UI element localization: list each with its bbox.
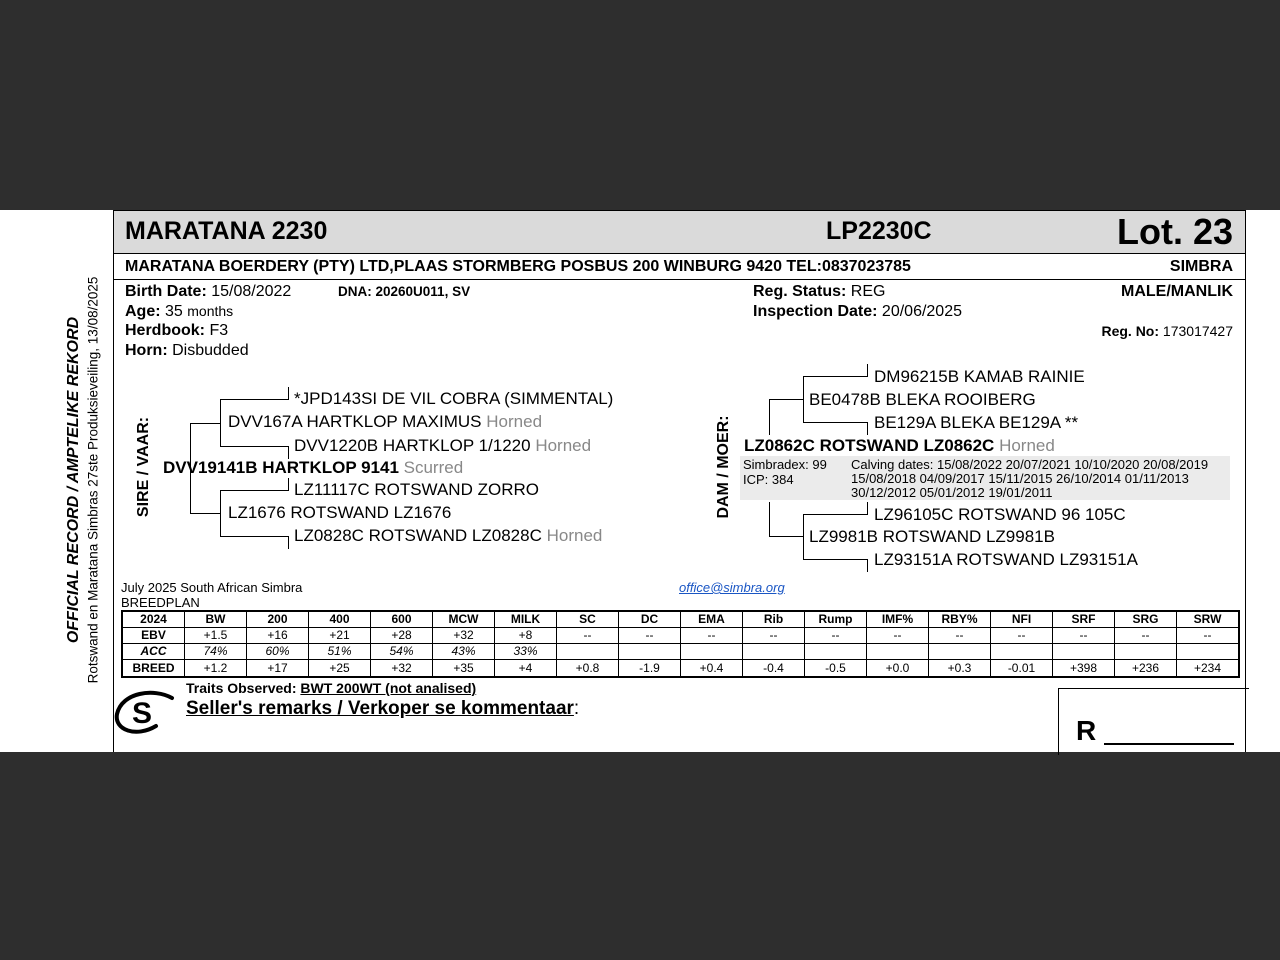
dam-dam-dam: LZ93151A ROTSWAND LZ93151A bbox=[874, 550, 1138, 569]
table-cell: SRW bbox=[1177, 611, 1240, 628]
dam-side-label: DAM / MOER: bbox=[715, 415, 732, 519]
dam-sire-bracket bbox=[803, 376, 804, 423]
remarks-label: Seller's remarks / Verkoper se kommentaar bbox=[186, 698, 574, 719]
animal-id: LP2230C bbox=[826, 217, 932, 245]
table-cell: +32 bbox=[371, 660, 433, 678]
inspection-value: 20/06/2025 bbox=[881, 303, 962, 320]
table-cell bbox=[867, 644, 929, 660]
dam-name: LZ0862C ROTSWAND LZ0862C bbox=[744, 436, 995, 455]
ebv-table bbox=[121, 610, 1240, 678]
calving-dates-3: 30/12/2012 05/01/2012 19/01/2011 bbox=[851, 485, 1053, 500]
dam-horn: Horned bbox=[999, 436, 1055, 455]
table-cell bbox=[991, 644, 1053, 660]
table-cell: MCW bbox=[433, 611, 495, 628]
table-cell: -0.4 bbox=[743, 660, 805, 678]
table-cell: MILK bbox=[495, 611, 557, 628]
table-cell: -0.5 bbox=[805, 660, 867, 678]
table-cell: 200 bbox=[247, 611, 309, 628]
birth-date-label: Birth Date: bbox=[125, 283, 207, 300]
table-cell: 60% bbox=[247, 644, 309, 660]
table-cell: +1.5 bbox=[185, 628, 247, 644]
email-link[interactable]: office@simbra.org bbox=[679, 580, 785, 595]
sire-sire-bottom bbox=[220, 446, 288, 447]
ebv-values-row bbox=[122, 628, 1239, 644]
table-cell: +4 bbox=[495, 660, 557, 678]
table-cell: +236 bbox=[1115, 660, 1177, 678]
table-cell: 600 bbox=[371, 611, 433, 628]
tick-h bbox=[867, 559, 868, 572]
herdbook-label: Herdbook: bbox=[125, 322, 205, 339]
table-cell: -- bbox=[1053, 628, 1115, 644]
sire-dam-bottom bbox=[220, 536, 288, 537]
breed-name: SIMBRA bbox=[1169, 258, 1233, 275]
dam-dam-bottom bbox=[803, 559, 867, 560]
sire-sire-name: DVV167A HARTKLOP MAXIMUS bbox=[228, 412, 482, 431]
table-cell: -1.9 bbox=[619, 660, 681, 678]
sire-horn: Scurred bbox=[403, 458, 464, 477]
dam-sire-dam: BE129A BLEKA BE129A ** bbox=[874, 413, 1079, 432]
table-cell: Rump bbox=[805, 611, 867, 628]
row-label-cell: ACC bbox=[122, 644, 185, 660]
table-cell: -- bbox=[619, 628, 681, 644]
dam-sire-top bbox=[803, 376, 867, 377]
breedplan-label: BREEDPLAN bbox=[121, 595, 200, 610]
table-cell: -- bbox=[867, 628, 929, 644]
traits-row bbox=[186, 680, 476, 696]
row-label-cell: EBV bbox=[122, 628, 185, 644]
herdbook-row bbox=[125, 322, 228, 340]
table-cell: RBY% bbox=[929, 611, 991, 628]
table-cell bbox=[929, 644, 991, 660]
calving-dates-1: Calving dates: 15/08/2022 20/07/2021 10/10/2020 20/08/2019 bbox=[851, 457, 1209, 472]
sire-sire-row bbox=[228, 412, 542, 432]
official-record-label: OFFICIAL RECORD / AMPTELIKE REKORD bbox=[65, 316, 82, 644]
breeder-info: MARATANA BOERDERY (PTY) LTD,PLAAS STORMBERG POSBUS 200 WINBURG 9420 TEL:0837023785 bbox=[125, 258, 911, 275]
sire-dam-dam-horn: Horned bbox=[546, 526, 603, 545]
horn-row bbox=[125, 342, 249, 360]
remarks-row bbox=[186, 698, 579, 720]
birth-date-row bbox=[125, 283, 291, 301]
table-cell: -- bbox=[805, 628, 867, 644]
accuracy-row bbox=[122, 644, 1239, 660]
sire-sire-sire: *JPD143SI DE VIL COBRA (SIMMENTAL) bbox=[294, 389, 614, 408]
age-value: 35 bbox=[165, 303, 183, 320]
table-cell: -0.01 bbox=[991, 660, 1053, 678]
sire-sire-bracket bbox=[220, 399, 221, 447]
table-cell: 51% bbox=[309, 644, 371, 660]
dam-sire-sire: DM96215B KAMAB RAINIE bbox=[874, 367, 1085, 386]
table-cell: EMA bbox=[681, 611, 743, 628]
table-cell: +32 bbox=[433, 628, 495, 644]
sire-bracket-bottom bbox=[190, 513, 220, 514]
table-cell: DC bbox=[619, 611, 681, 628]
sire-dam-dam-row bbox=[294, 526, 602, 546]
horn-label: Horn: bbox=[125, 342, 168, 359]
sire-sire-top bbox=[220, 399, 288, 400]
ebv-header-row bbox=[122, 611, 1239, 628]
dam-sire-bottom bbox=[803, 422, 867, 423]
calving-dates-2: 15/08/2018 04/09/2017 15/11/2015 26/10/2014 01/11/2013 bbox=[851, 471, 1189, 486]
dam-dam-sire: LZ96105C ROTSWAND 96 105C bbox=[874, 505, 1126, 524]
table-cell: SRG bbox=[1115, 611, 1177, 628]
reg-status-label: Reg. Status: bbox=[753, 283, 847, 300]
reg-no-value: 173017427 bbox=[1162, 323, 1233, 339]
table-cell bbox=[1115, 644, 1177, 660]
sire-dam-dam-name: LZ0828C ROTSWAND LZ0828C bbox=[294, 526, 542, 545]
inspection-row bbox=[753, 303, 962, 321]
sire-dam-name: LZ1676 ROTSWAND LZ1676 bbox=[228, 503, 452, 522]
table-cell: -- bbox=[681, 628, 743, 644]
reg-no-row bbox=[1101, 323, 1233, 339]
sire-bracket-top bbox=[190, 423, 220, 424]
traits-value: BWT 200WT (not analised) bbox=[300, 680, 477, 696]
table-cell: 43% bbox=[433, 644, 495, 660]
sire-dam-top bbox=[220, 490, 288, 491]
sire-row bbox=[163, 458, 463, 478]
logo-letter: S bbox=[132, 697, 153, 730]
table-cell: -- bbox=[557, 628, 619, 644]
tick-f bbox=[867, 422, 868, 435]
sire-dam-bracket bbox=[220, 490, 221, 537]
table-cell: 74% bbox=[185, 644, 247, 660]
table-cell: +21 bbox=[309, 628, 371, 644]
table-cell: +17 bbox=[247, 660, 309, 678]
dam-row bbox=[744, 436, 1055, 456]
table-cell bbox=[681, 644, 743, 660]
inspection-label: Inspection Date: bbox=[753, 303, 878, 320]
table-cell bbox=[557, 644, 619, 660]
row-label-cell: 2024 bbox=[122, 611, 185, 628]
sire-sire-dam-name: DVV1220B HARTKLOP 1/1220 bbox=[294, 436, 531, 455]
dam-dam-top bbox=[803, 514, 867, 515]
table-cell: SRF bbox=[1053, 611, 1115, 628]
birth-date-value: 15/08/2022 bbox=[211, 283, 292, 300]
dam-bracket-bottom-h bbox=[769, 536, 803, 537]
sire-name: DVV19141B HARTKLOP 9141 bbox=[163, 458, 399, 477]
price-currency: R bbox=[1076, 715, 1097, 746]
sire-dam-sire: LZ11117C ROTSWAND ZORRO bbox=[294, 480, 539, 499]
table-cell: NFI bbox=[991, 611, 1053, 628]
table-cell bbox=[619, 644, 681, 660]
reg-no-label: Reg. No: bbox=[1101, 323, 1160, 339]
table-cell: +0.4 bbox=[681, 660, 743, 678]
table-cell: IMF% bbox=[867, 611, 929, 628]
table-cell: Rib bbox=[743, 611, 805, 628]
sex-label: MALE/MANLIK bbox=[1121, 283, 1233, 300]
table-cell: +0.0 bbox=[867, 660, 929, 678]
tick-e bbox=[867, 364, 868, 377]
sire-sire-dam-horn: Horned bbox=[535, 436, 592, 455]
dam-bracket-top-h bbox=[769, 399, 803, 400]
row-label-cell: BREED bbox=[122, 660, 185, 678]
table-cell: BW bbox=[185, 611, 247, 628]
table-cell: +8 bbox=[495, 628, 557, 644]
table-cell: -- bbox=[991, 628, 1053, 644]
tick-c bbox=[288, 478, 289, 491]
table-cell: +0.3 bbox=[929, 660, 991, 678]
table-cell: +0.8 bbox=[557, 660, 619, 678]
table-cell: -- bbox=[1177, 628, 1240, 644]
table-cell bbox=[805, 644, 867, 660]
tick-a bbox=[288, 387, 289, 400]
table-cell: -- bbox=[743, 628, 805, 644]
sire-sire-horn: Horned bbox=[486, 412, 543, 431]
table-cell: +35 bbox=[433, 660, 495, 678]
table-cell bbox=[1177, 644, 1240, 660]
table-cell: +25 bbox=[309, 660, 371, 678]
animal-name: MARATANA 2230 bbox=[125, 217, 328, 245]
dam-bracket-bottom-v bbox=[769, 502, 770, 537]
breed-average-row bbox=[122, 660, 1239, 678]
horn-value: Disbudded bbox=[172, 342, 249, 359]
reg-status-value: REG bbox=[850, 283, 886, 300]
table-cell: +398 bbox=[1053, 660, 1115, 678]
simbra-logo bbox=[114, 686, 184, 746]
dam-bracket-top-v bbox=[769, 399, 770, 435]
dam-dam-name: LZ9981B ROTSWAND LZ9981B bbox=[809, 527, 1055, 546]
table-cell: -- bbox=[929, 628, 991, 644]
dam-sire-name: BE0478B BLEKA ROOIBERG bbox=[809, 390, 1036, 409]
age-label: Age: bbox=[125, 303, 161, 320]
table-cell bbox=[1053, 644, 1115, 660]
reg-status-row bbox=[753, 283, 885, 301]
age-unit: months bbox=[187, 303, 234, 319]
simbradex: Simbradex: 99 bbox=[743, 457, 827, 472]
table-cell: +28 bbox=[371, 628, 433, 644]
breedplan-source: July 2025 South African Simbra bbox=[121, 580, 303, 595]
sale-info-label: Rotswand en Maratana Simbras 27ste Produksieveiling, 13/08/2025 bbox=[85, 276, 101, 684]
table-cell: 54% bbox=[371, 644, 433, 660]
age-row bbox=[125, 303, 233, 321]
table-cell bbox=[743, 644, 805, 660]
sire-sire-dam-row bbox=[294, 436, 591, 456]
remarks-colon: : bbox=[573, 698, 580, 719]
table-cell: +1.2 bbox=[185, 660, 247, 678]
icp: ICP: 384 bbox=[743, 472, 794, 487]
dam-dam-bracket bbox=[803, 514, 804, 560]
table-cell: 400 bbox=[309, 611, 371, 628]
table-cell: +16 bbox=[247, 628, 309, 644]
table-cell: 33% bbox=[495, 644, 557, 660]
traits-label: Traits Observed: bbox=[186, 680, 297, 696]
table-cell: +234 bbox=[1177, 660, 1240, 678]
lot-number: Lot. 23 bbox=[1116, 211, 1233, 252]
dna-info: DNA: 20260U011, SV bbox=[338, 284, 471, 299]
table-cell: SC bbox=[557, 611, 619, 628]
sire-side-label: SIRE / VAAR: bbox=[135, 416, 152, 518]
table-cell: -- bbox=[1115, 628, 1177, 644]
tick-g bbox=[867, 502, 868, 515]
tick-d bbox=[288, 536, 289, 549]
price-input-line[interactable] bbox=[1104, 743, 1234, 745]
herdbook-value: F3 bbox=[209, 322, 229, 339]
